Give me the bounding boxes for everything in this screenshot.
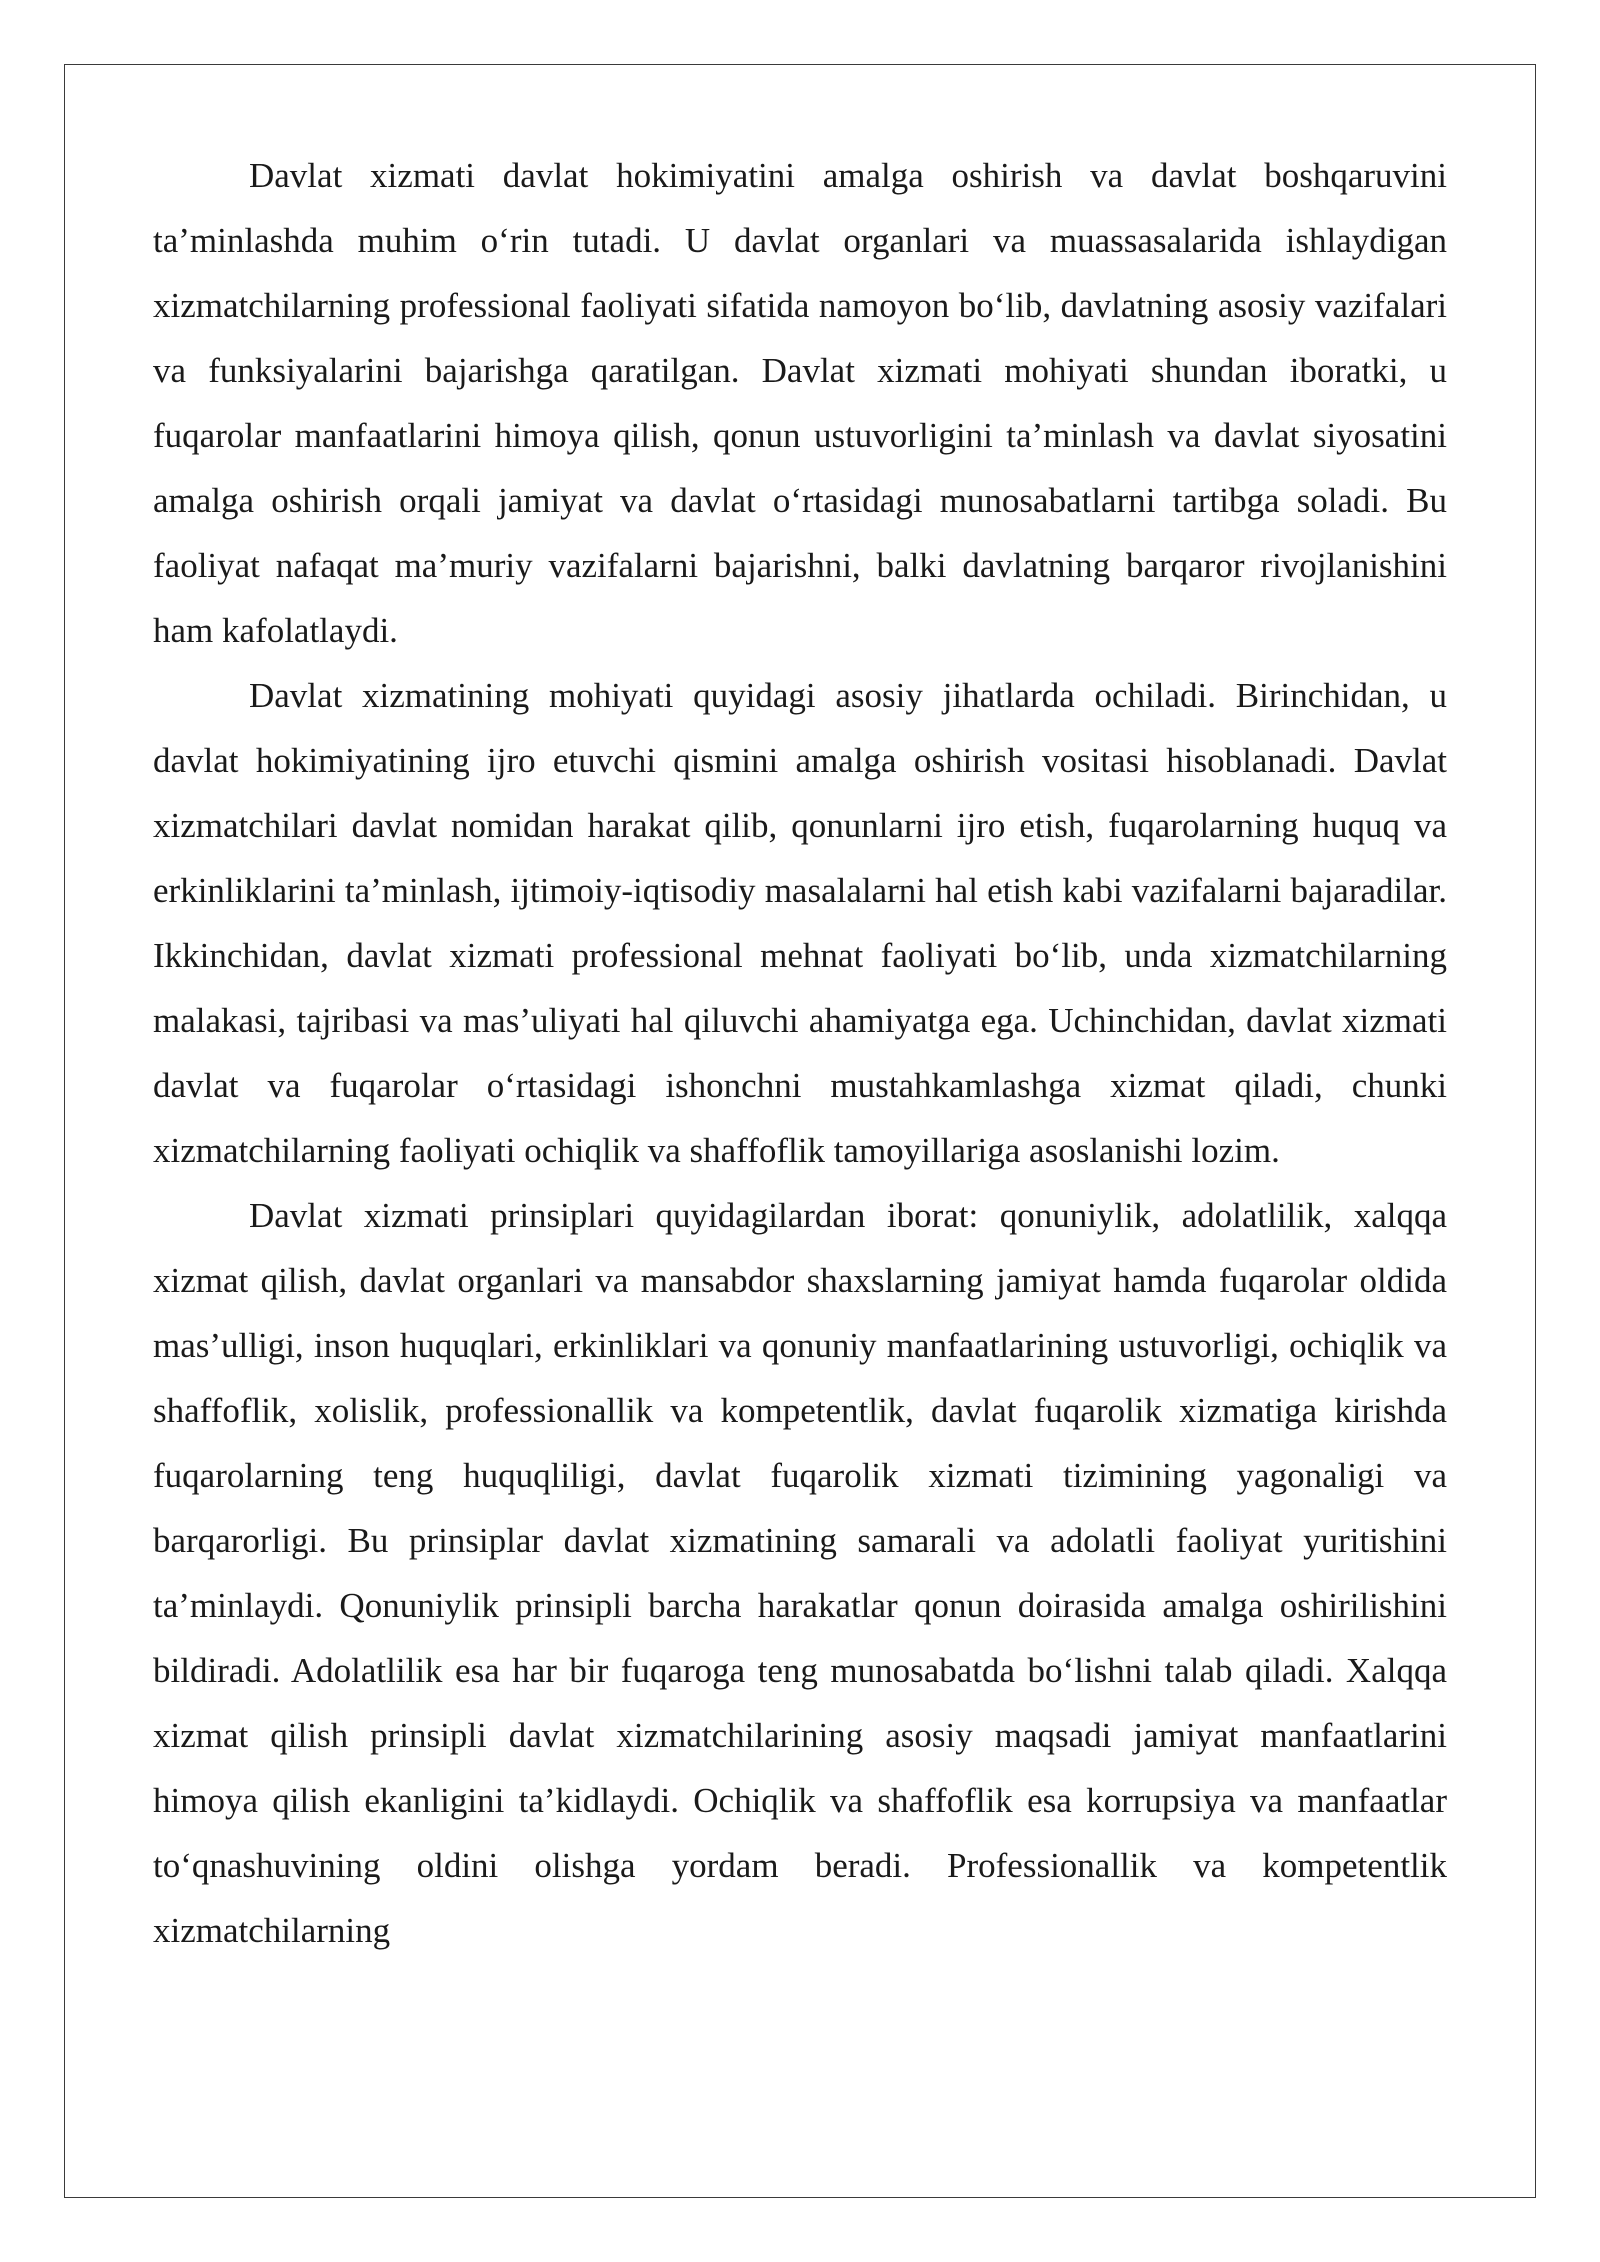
- paragraph-3: Davlat xizmati prinsiplari quyidagilardan iborat: qonuniylik, adolatlilik, xalqqa xizmat qilish, davlat organlari va mansabdor shaxslarning jamiyat hamda fuqarolar oldida mas’ulligi, inson huquqlari, erkinliklari va qonuniy manfaatlarining ustuvorligi, ochiqlik va shaffoflik, xolislik, professionallik va kompetentlik, davlat fuqarolik xizmatiga kirishda fuqarolarning teng huquqliligi, davlat fuqarolik xizmati tizimining yagonaligi va barqarorligi. Bu prinsiplar davlat xizmatining samarali va adolatli faoliyat yuritishini ta’minlaydi. Qonuniylik prinsipli barcha harakatlar qonun doirasida amalga oshirilishini bildiradi. Adolatlilik esa har bir fuqaroga teng munosabatda bo‘lishni talab qiladi. Xalqqa xizmat qilish prinsipli davlat xizmatchilarining asosiy maqsadi jamiyat manfaatlarini himoya qilish ekanligini ta’kidlaydi. Ochiqlik va shaffoflik esa korrupsiya va manfaatlar to‘qnashuvining oldini olishga yordam beradi. Professionallik va kompetentlik xizmatchilarning: [153, 1196, 1447, 1950]
- document-body: [153, 143, 1447, 1963]
- paragraph-2: Davlat xizmatining mohiyati quyidagi asosiy jihatlarda ochiladi. Birinchidan, u davlat hokimiyatining ijro etuvchi qismini amalga oshirish vositasi hisoblanadi. Davlat xizmatchilari davlat nomidan harakat qilib, qonunlarni ijro etish, fuqarolarning huquq va erkinliklarini ta’minlash, ijtimoiy-iqtisodiy masalalarni hal etish kabi vazifalarni bajaradilar. Ikkinchidan, davlat xizmati professional mehnat faoliyati bo‘lib, unda xizmatchilarning malakasi, tajribasi va mas’uliyati hal qiluvchi ahamiyatga ega. Uchinchidan, davlat xizmati davlat va fuqarolar o‘rtasidagi ishonchni mustahkamlashga xizmat qiladi, chunki xizmatchilarning faoliyati ochiqlik va shaffoflik tamoyillariga asoslanishi lozim.: [153, 676, 1447, 1170]
- paragraph-1: Davlat xizmati davlat hokimiyatini amalga oshirish va davlat boshqaruvini ta’minlashda muhim o‘rin tutadi. U davlat organlari va muassasalarida ishlaydigan xizmatchilarning professional faoliyati sifatida namoyon bo‘lib, davlatning asosiy vazifalari va funksiyalarini bajarishga qaratilgan. Davlat xizmati mohiyati shundan iboratki, u fuqarolar manfaatlarini himoya qilish, qonun ustuvorligini ta’minlash va davlat siyosatini amalga oshirish orqali jamiyat va davlat o‘rtasidagi munosabatlarni tartibga soladi. Bu faoliyat nafaqat ma’muriy vazifalarni bajarishni, balki davlatning barqaror rivojlanishini ham kafolatlaydi.: [153, 156, 1447, 650]
